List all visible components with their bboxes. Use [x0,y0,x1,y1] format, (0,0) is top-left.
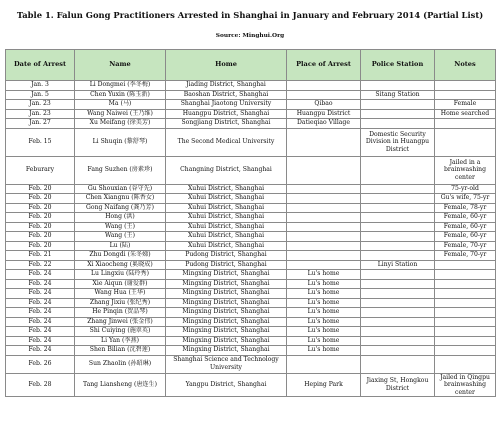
cell-name: Zhang Jinwei (张金伟) [75,317,166,327]
table-row [6,346,496,356]
cell-name: Gu Shouxian (谷守先) [75,184,166,194]
cell-home: Mingxing District, Shanghai [166,289,287,299]
cell-name: Shi Cuiying (施翠英) [75,327,166,337]
table-row [6,109,496,119]
cell-date: Jan. 5 [6,90,75,100]
cell-notes [435,327,496,337]
cell-notes: 75-yr-old [435,184,496,194]
cell-home: Mingxing District, Shanghai [166,336,287,346]
cell-name: Zhu Dongdi (朱冬娣) [75,251,166,261]
cell-station [361,184,435,194]
cell-home: Songjiang District, Shanghai [166,119,287,129]
cell-place [287,232,361,242]
table-row [6,81,496,91]
cell-station [361,346,435,356]
arrest-table [5,49,496,397]
cell-notes: Jailed in a brainwashing center [435,156,496,184]
cell-station [361,213,435,223]
cell-place: Lu's home [287,279,361,289]
cell-place [287,222,361,232]
cell-date: Feb. 20 [6,232,75,242]
header-place: Place of Arrest [287,50,361,81]
cell-home: Shanghai Science and Technology University [166,355,287,373]
cell-date: Jan. 23 [6,100,75,110]
cell-date: Feb. 20 [6,184,75,194]
header-name: Name [75,50,166,81]
cell-date: Feb. 24 [6,289,75,299]
cell-home: Xuhui District, Shanghai [166,203,287,213]
cell-place [287,81,361,91]
cell-notes [435,355,496,373]
cell-name: Lu (陆) [75,241,166,251]
cell-date: Feb. 24 [6,336,75,346]
cell-name: Chen Xiangnu (陈香女) [75,194,166,204]
cell-place [287,184,361,194]
cell-date: Feb. 20 [6,222,75,232]
cell-notes: Female [435,100,496,110]
cell-station [361,336,435,346]
cell-notes: Female, 60-yr [435,222,496,232]
header-notes: Notes [435,50,496,81]
cell-place [287,203,361,213]
cell-notes [435,346,496,356]
cell-home: Mingxing District, Shanghai [166,317,287,327]
cell-station [361,317,435,327]
cell-home: Xuhui District, Shanghai [166,213,287,223]
cell-station: Jiaxing St, Hongkou District [361,373,435,397]
cell-station [361,100,435,110]
cell-place: Lu's home [287,308,361,318]
cell-home: Mingxing District, Shanghai [166,270,287,280]
cell-home: Pudong District, Shanghai [166,251,287,261]
cell-name: Lu Lingxiu (陆玲秀) [75,270,166,280]
cell-date: Feb. 28 [6,373,75,397]
cell-notes [435,260,496,270]
cell-station [361,81,435,91]
cell-home: Mingxing District, Shanghai [166,346,287,356]
table-row [6,270,496,280]
cell-station [361,327,435,337]
cell-name: Wang Hua (王华) [75,289,166,299]
cell-notes [435,279,496,289]
cell-name: Chen Yuxin (陈玉新) [75,90,166,100]
cell-date: Feb. 20 [6,241,75,251]
table-title: Table 1. Falun Gong Practitioners Arrested in Shanghai in January and February 2014 (Partial List) [16,10,484,20]
cell-home: Xuhui District, Shanghai [166,232,287,242]
cell-place [287,156,361,184]
cell-name: Zhang Jixiu (张纪秀) [75,298,166,308]
cell-date: Feb. 24 [6,308,75,318]
cell-home: Mingxing District, Shanghai [166,308,287,318]
cell-home: Yangpu District, Shanghai [166,373,287,397]
cell-home: Huangpu District, Shanghai [166,109,287,119]
cell-place: Lu's home [287,317,361,327]
cell-notes: Home searched [435,109,496,119]
cell-home: Jiading District, Shanghai [166,81,287,91]
table-row [6,373,496,397]
cell-station [361,222,435,232]
cell-name: Shen Bilian (沈碧莲) [75,346,166,356]
cell-home: Mingxing District, Shanghai [166,279,287,289]
cell-name: Wang (王) [75,222,166,232]
cell-station [361,251,435,261]
cell-date: Feb. 20 [6,203,75,213]
cell-name: Xi Xiaocheng (奚晓成) [75,260,166,270]
cell-station [361,194,435,204]
cell-station [361,109,435,119]
cell-name: Gong Naifang (龚乃芳) [75,203,166,213]
cell-date: Feb. 21 [6,251,75,261]
cell-name: Hong (洪) [75,213,166,223]
cell-place [287,194,361,204]
cell-name: Xu Meifang (徐美芳) [75,119,166,129]
table-row [6,308,496,318]
cell-place [287,128,361,156]
cell-name: Wang Naiwei (王乃维) [75,109,166,119]
table-row [6,222,496,232]
cell-place: Qibao [287,100,361,110]
header-station: Police Station [361,50,435,81]
cell-date: Jan. 23 [6,109,75,119]
cell-name: He Pinqin (贺品琴) [75,308,166,318]
cell-home: Mingxing District, Shanghai [166,327,287,337]
cell-notes [435,308,496,318]
cell-notes: Jailed in Qingpu brainwashing center [435,373,496,397]
cell-home: Xuhui District, Shanghai [166,194,287,204]
cell-date: Feb. 24 [6,298,75,308]
cell-station [361,156,435,184]
cell-notes: Female, 70-yr [435,251,496,261]
cell-date: Feb. 22 [6,260,75,270]
cell-name: Li Dongmei (李冬梅) [75,81,166,91]
cell-notes: Gu's wife, 75-yr [435,194,496,204]
cell-date: Jan. 27 [6,119,75,129]
table-row [6,317,496,327]
cell-station [361,232,435,242]
cell-place [287,241,361,251]
cell-station [361,355,435,373]
table-row [6,213,496,223]
table-row [6,327,496,337]
cell-date: Feb. 24 [6,327,75,337]
cell-home: Baoshan District, Shanghai [166,90,287,100]
cell-station [361,119,435,129]
cell-notes: Female, 78-yr [435,203,496,213]
table-row [6,128,496,156]
cell-date: Feb. 15 [6,128,75,156]
table-row [6,203,496,213]
cell-name: Xie Aiqun (谢爱群) [75,279,166,289]
table-row [6,100,496,110]
cell-place [287,355,361,373]
table-header-row [6,50,496,81]
cell-date: Jan. 3 [6,81,75,91]
cell-home: Mingxing District, Shanghai [166,298,287,308]
cell-place [287,90,361,100]
cell-home: Changning District, Shanghai [166,156,287,184]
cell-place: Lu's home [287,336,361,346]
cell-notes [435,336,496,346]
cell-place [287,260,361,270]
cell-notes [435,317,496,327]
cell-notes [435,270,496,280]
cell-station [361,270,435,280]
cell-place: Lu's home [287,289,361,299]
cell-date: Feb. 24 [6,317,75,327]
cell-place: Lu's home [287,346,361,356]
cell-station: Linyi Station [361,260,435,270]
cell-name: Li Yan (李燕) [75,336,166,346]
cell-station [361,279,435,289]
cell-station [361,241,435,251]
cell-date: Feb. 20 [6,194,75,204]
cell-station: Sitang Station [361,90,435,100]
table-row [6,119,496,129]
table-row [6,260,496,270]
cell-date: Feb. 20 [6,213,75,223]
cell-notes [435,81,496,91]
cell-notes: Female, 60-yr [435,232,496,242]
cell-home: Xuhui District, Shanghai [166,222,287,232]
cell-station [361,289,435,299]
cell-station [361,308,435,318]
table-row [6,232,496,242]
cell-place [287,213,361,223]
table-body [6,81,496,397]
table-row [6,251,496,261]
cell-place: Datieqiao Village [287,119,361,129]
cell-name: Fang Suzhen (房素珍) [75,156,166,184]
cell-home: Xuhui District, Shanghai [166,241,287,251]
cell-date: Feburary [6,156,75,184]
table-row [6,279,496,289]
header-home: Home [166,50,287,81]
table-row [6,184,496,194]
cell-date: Feb. 24 [6,279,75,289]
cell-notes [435,119,496,129]
table-row [6,241,496,251]
cell-date: Feb. 26 [6,355,75,373]
table-row [6,289,496,299]
table-row [6,194,496,204]
cell-home: Xuhui District, Shanghai [166,184,287,194]
header-date: Date of Arrest [6,50,75,81]
table-row [6,90,496,100]
cell-name: Ma (马) [75,100,166,110]
cell-place: Heping Park [287,373,361,397]
cell-name: Wang (王) [75,232,166,242]
cell-home: Pudong District, Shanghai [166,260,287,270]
cell-notes [435,90,496,100]
cell-notes [435,128,496,156]
cell-place: Huangpu District [287,109,361,119]
cell-place: Lu's home [287,298,361,308]
cell-name: Sun Zhaolin (孙昭琳) [75,355,166,373]
cell-notes [435,289,496,299]
cell-name: Tang Liansheng (唐连生) [75,373,166,397]
cell-notes [435,298,496,308]
cell-place: Lu's home [287,327,361,337]
cell-notes: Female, 60-yr [435,213,496,223]
table-source: Source: Minghui.Org [215,33,285,39]
table-row [6,298,496,308]
cell-station [361,298,435,308]
cell-place: Lu's home [287,270,361,280]
table-row [6,355,496,373]
table-row [6,336,496,346]
cell-name: Li Shuqin (黎舒琴) [75,128,166,156]
cell-date: Feb. 24 [6,346,75,356]
cell-notes: Female, 70-yr [435,241,496,251]
cell-station [361,203,435,213]
cell-home: The Second Medical University [166,128,287,156]
cell-place [287,251,361,261]
table-row [6,156,496,184]
cell-date: Feb. 24 [6,270,75,280]
cell-station: Domestic Security Division in Huangpu District [361,128,435,156]
cell-home: Shanghai Jiaotong University [166,100,287,110]
